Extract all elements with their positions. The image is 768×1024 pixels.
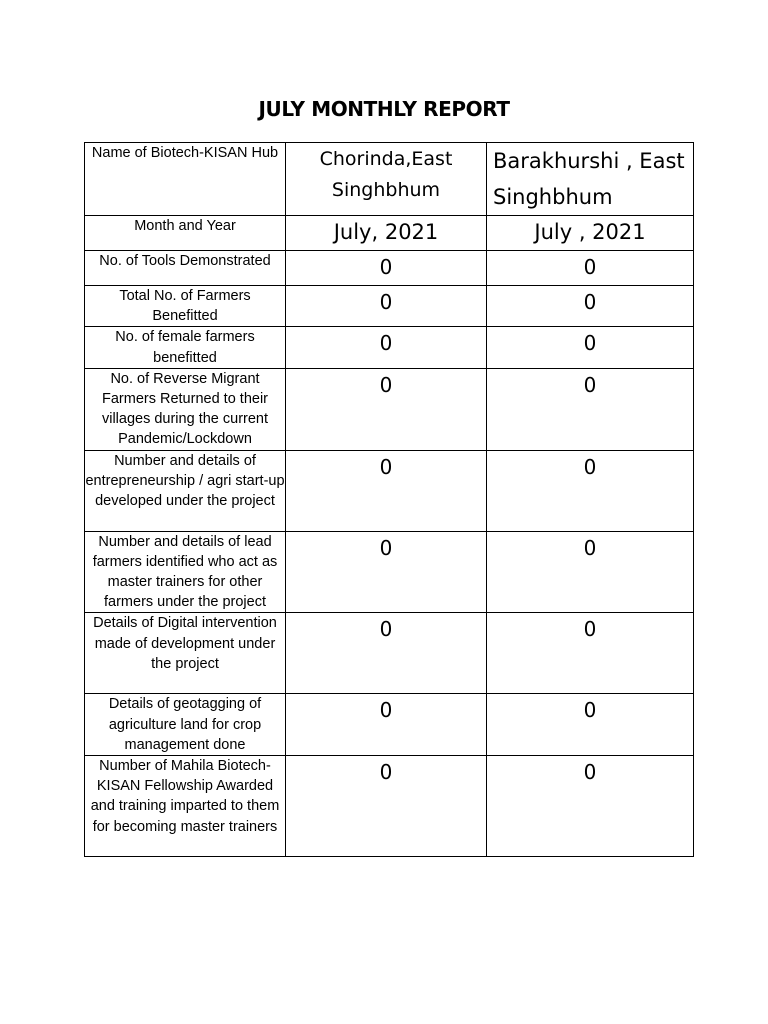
- hub-1-value: 0: [286, 694, 487, 756]
- row-label: No. of Tools Demonstrated: [85, 251, 286, 286]
- hub-2-value: 0: [487, 286, 694, 327]
- table-row: [85, 327, 694, 368]
- hub-2-value: 0: [487, 327, 694, 368]
- hub-2-value: 0: [487, 694, 694, 756]
- row-label: Month and Year: [85, 216, 286, 251]
- table-row: [85, 216, 694, 251]
- table-row: [85, 694, 694, 756]
- row-label: Total No. of Farmers Benefitted: [85, 286, 286, 327]
- row-label: No. of female farmers benefitted: [85, 327, 286, 368]
- hub-1-value: 0: [286, 327, 487, 368]
- hub-2-name: Barakhurshi , East Singhbhum: [487, 143, 694, 216]
- hub-1-name: Chorinda,East Singhbhum: [286, 143, 487, 216]
- row-label: Name of Biotech-KISAN Hub: [85, 143, 286, 216]
- hub-2-value: 0: [487, 251, 694, 286]
- row-label: Details of Digital intervention made of development under the project: [85, 613, 286, 694]
- hub-2-value: 0: [487, 756, 694, 857]
- hub-1-value: July, 2021: [286, 216, 487, 251]
- table-row: [85, 286, 694, 327]
- table-row: [85, 531, 694, 613]
- hub-2-value: 0: [487, 613, 694, 694]
- hub-1-value: 0: [286, 531, 487, 613]
- table-row: [85, 450, 694, 531]
- hub-1-value: 0: [286, 251, 487, 286]
- hub-1-value: 0: [286, 613, 487, 694]
- row-label: Number and details of entrepreneurship / agri start-up developed under the project: [85, 450, 286, 531]
- hub-1-value: 0: [286, 368, 487, 450]
- row-label: Number and details of lead farmers identified who act as master trainers for other farmers under the project: [85, 531, 286, 613]
- table-row: [85, 368, 694, 450]
- row-label: No. of Reverse Migrant Farmers Returned to their villages during the current Pandemic/Lockdown: [85, 368, 286, 450]
- hub-1-value: 0: [286, 450, 487, 531]
- table-row: [85, 143, 694, 216]
- report-title: JULY MONTHLY REPORT: [258, 97, 510, 121]
- row-label: Number of Mahila Biotech-KISAN Fellowship Awarded and training imparted to them for becoming master trainers: [85, 756, 286, 857]
- hub-2-value: July , 2021: [487, 216, 694, 251]
- hub-2-value: 0: [487, 531, 694, 613]
- table-row: [85, 756, 694, 857]
- table-row: [85, 251, 694, 286]
- row-label: Details of geotagging of agriculture land for crop management done: [85, 694, 286, 756]
- report-table: [84, 142, 694, 857]
- hub-2-value: 0: [487, 368, 694, 450]
- hub-1-value: 0: [286, 286, 487, 327]
- hub-2-value: 0: [487, 450, 694, 531]
- hub-1-value: 0: [286, 756, 487, 857]
- table-row: [85, 613, 694, 694]
